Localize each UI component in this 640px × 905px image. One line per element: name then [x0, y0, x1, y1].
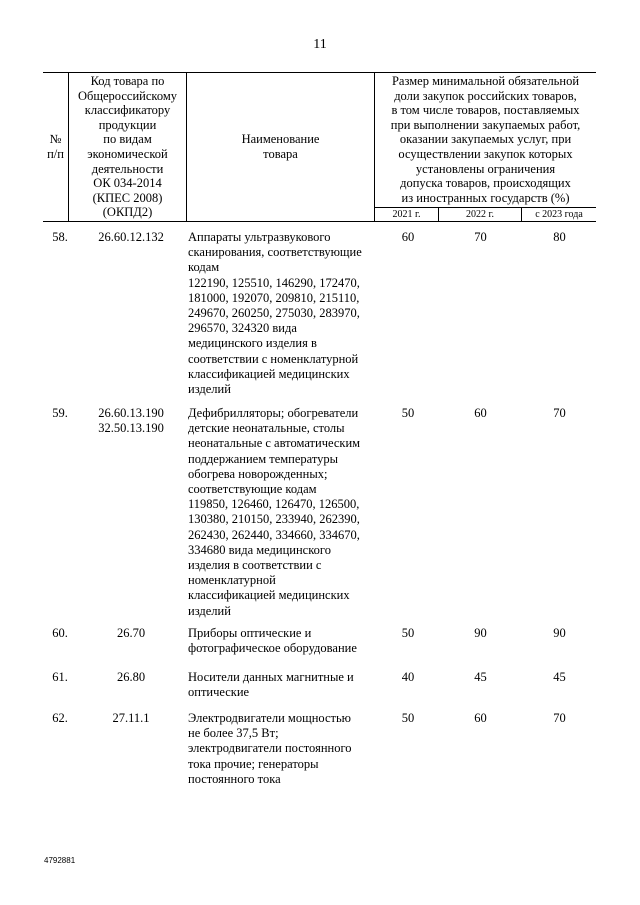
row-58-value-2022: 70: [474, 230, 487, 244]
years-top-border: [374, 207, 596, 208]
row-62-num: 62.: [52, 711, 68, 725]
row-61-num: 61.: [52, 670, 68, 684]
row-58-name: Аппараты ультразвукового сканирования, соответствующие кодам 122190, 125510, 146290, 172470, 181000, 192070, 209810, 215110, 249670, 260250, 275030, 283970, 296570, 324320 вида медицинского изделия в соответствии с номенклатурной классификацией медицинских изделий: [188, 230, 362, 397]
row-60-value-2021: 50: [401, 626, 415, 640]
header-year-2023: с 2023 года: [535, 209, 583, 220]
row-59-value-2023: 70: [553, 406, 566, 420]
row-61-name: Носители данных магнитные и оптические: [188, 670, 354, 700]
header-year-2022: 2022 г.: [466, 209, 494, 220]
row-58-code: 26.60.12.132: [98, 230, 164, 244]
row-62-value-2023: 70: [553, 711, 566, 725]
table-top-border: [43, 72, 596, 73]
header-num: № п/п: [47, 132, 64, 161]
row-61-value-2023: 45: [553, 670, 566, 684]
header-code: Код товара по Общероссийскому классификатору продукции по видам экономической деятельности ОК 034-2014 (КПЕС 2008) (ОКПД2): [77, 74, 177, 220]
table-header-bottom-border: [43, 221, 596, 222]
row-60-code: 26.70: [116, 626, 146, 640]
row-59-name: Дефибрилляторы; обогреватели детские неонатальные, столы неонатальные с автоматическим поддержанием температуры обогрева новорожденных; соответствующие кодам 119850, 126460, 126470, 126500, 130380, 210150, 233940, 262390, 262430, 262440, 334660, 334670, 334680 вида медицинского изделия в соответствии с номенклатурной классификацией медицинских изделий: [188, 406, 361, 618]
header-share: Размер минимальной обязательной доли закупок российских товаров, в том числе товаров, поставляемых при выполнении закупаемых работ, оказании закупаемых услуг, при осуществлении закупок которых установлены ограничения допуска товаров, происходящих из иностранных государств (%): [390, 74, 581, 205]
row-62-value-2022: 60: [474, 711, 487, 725]
row-59-value-2022: 60: [474, 406, 487, 420]
row-62-code: 27.11.1: [112, 711, 150, 725]
row-61-value-2021: 40: [401, 670, 415, 684]
row-60-name: Приборы оптические и фотографическое оборудование: [188, 626, 357, 656]
document-id: 4792881: [44, 856, 76, 865]
row-59-value-2021: 50: [401, 406, 415, 420]
header-name: Наименование товара: [241, 132, 320, 161]
row-59-num: 59.: [52, 406, 68, 420]
row-62-value-2021: 50: [401, 711, 415, 725]
row-60-value-2022: 90: [474, 626, 487, 640]
row-59-code: 26.60.13.190 32.50.13.190: [98, 406, 164, 436]
row-61-value-2022: 45: [474, 670, 487, 684]
row-61-code: 26.80: [116, 670, 146, 684]
row-62-name: Электродвигатели мощностью не более 37,5 Вт; электродвигатели постоянного тока прочие; генераторы постоянного тока: [188, 711, 352, 786]
row-60-num: 60.: [52, 626, 68, 640]
header-year-2021: 2021 г.: [392, 209, 421, 220]
row-58-value-2021: 60: [401, 230, 415, 244]
row-58-value-2023: 80: [553, 230, 566, 244]
page-number: 11: [313, 37, 327, 52]
row-60-value-2023: 90: [553, 626, 566, 640]
row-58-num: 58.: [52, 230, 68, 244]
